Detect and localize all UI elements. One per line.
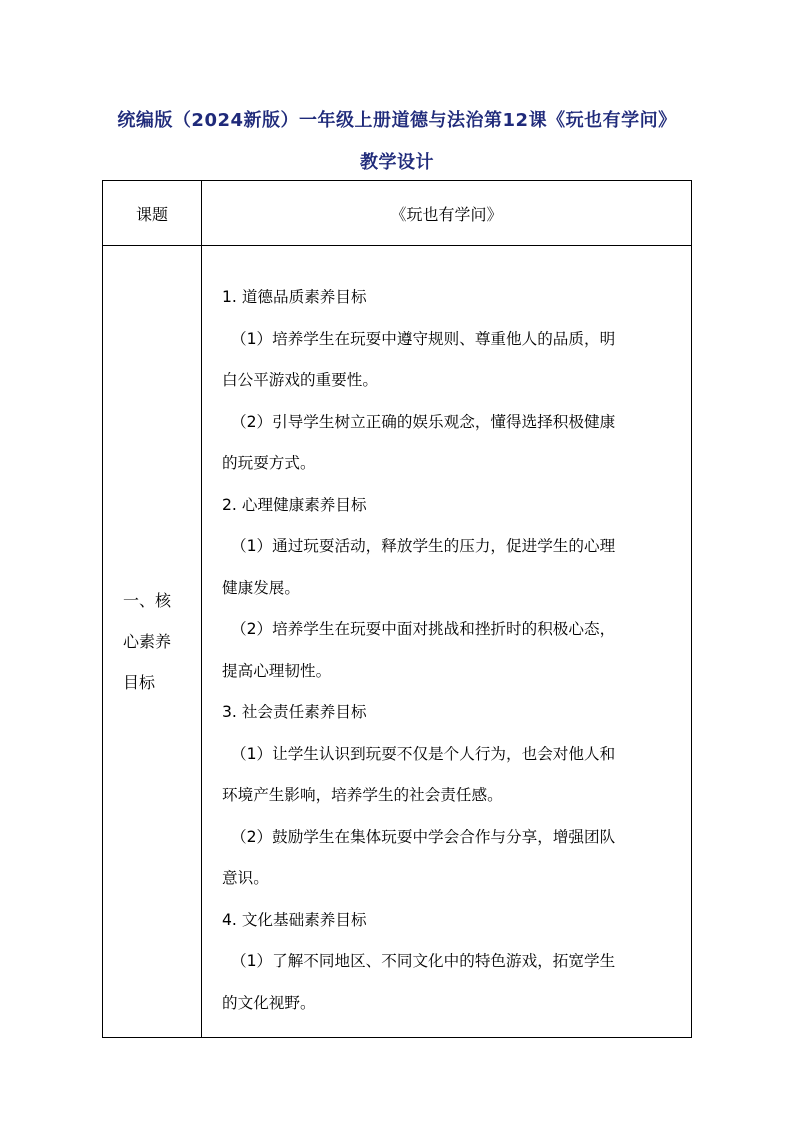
document-title-line-1: 统编版（2024新版）一年级上册道德与法治第12课《玩也有学问》 (117, 110, 677, 131)
goal-text-line: （1）让学生认识到玩耍不仅是个人行为，也会对他人和 (231, 744, 616, 763)
goal-heading-mental-health: 2. 心理健康素养目标 (222, 495, 367, 514)
goal-text-line: 健康发展。 (222, 578, 300, 597)
goal-text-line: 环境产生影响，培养学生的社会责任感。 (222, 786, 503, 804)
core-goals-label-line: 目标 (123, 673, 156, 692)
goal-text-line: （1）了解不同地区、不同文化中的特色游戏，拓宽学生 (231, 952, 616, 970)
topic-value-cell: 《玩也有学问》 (202, 181, 692, 246)
goal-text-line: （1）培养学生在玩耍中遵守规则、尊重他人的品质，明 (231, 329, 616, 348)
goal-text-line: （1）通过玩耍活动，释放学生的压力，促进学生的心理 (231, 537, 616, 555)
goal-text-line: 意识。 (222, 869, 269, 887)
goal-text-line: 的文化视野。 (222, 993, 316, 1012)
goal-text-line: （2）培养学生在玩耍中面对挑战和挫折时的积极心态， (231, 620, 616, 638)
core-goals-label-line: 心素养 (123, 632, 172, 651)
core-goals-label-cell (103, 246, 202, 1038)
topic-label-cell: 课题 (103, 181, 202, 246)
goal-text-line: 白公平游戏的重要性。 (222, 371, 378, 389)
goal-text-line: （2）引导学生树立正确的娱乐观念，懂得选择积极健康 (231, 412, 616, 431)
goal-text-line: 的玩耍方式。 (222, 454, 316, 472)
table-row-topic (103, 181, 692, 246)
goal-heading-moral: 1. 道德品质素养目标 (222, 288, 367, 306)
lesson-design-table (102, 180, 692, 1038)
core-goals-content-cell (202, 246, 692, 1038)
document-title-line-2: 教学设计 (360, 152, 434, 173)
goal-text-line: （2）鼓励学生在集体玩耍中学会合作与分享，增强团队 (231, 827, 616, 846)
core-goals-label-line: 一、核 (123, 591, 172, 610)
goal-text-line: 提高心理韧性。 (222, 661, 332, 680)
goal-heading-social-responsibility: 3. 社会责任素养目标 (222, 703, 367, 721)
table-row-core-goals (103, 246, 692, 1038)
goal-heading-cultural-foundation: 4. 文化基础素养目标 (222, 910, 367, 929)
